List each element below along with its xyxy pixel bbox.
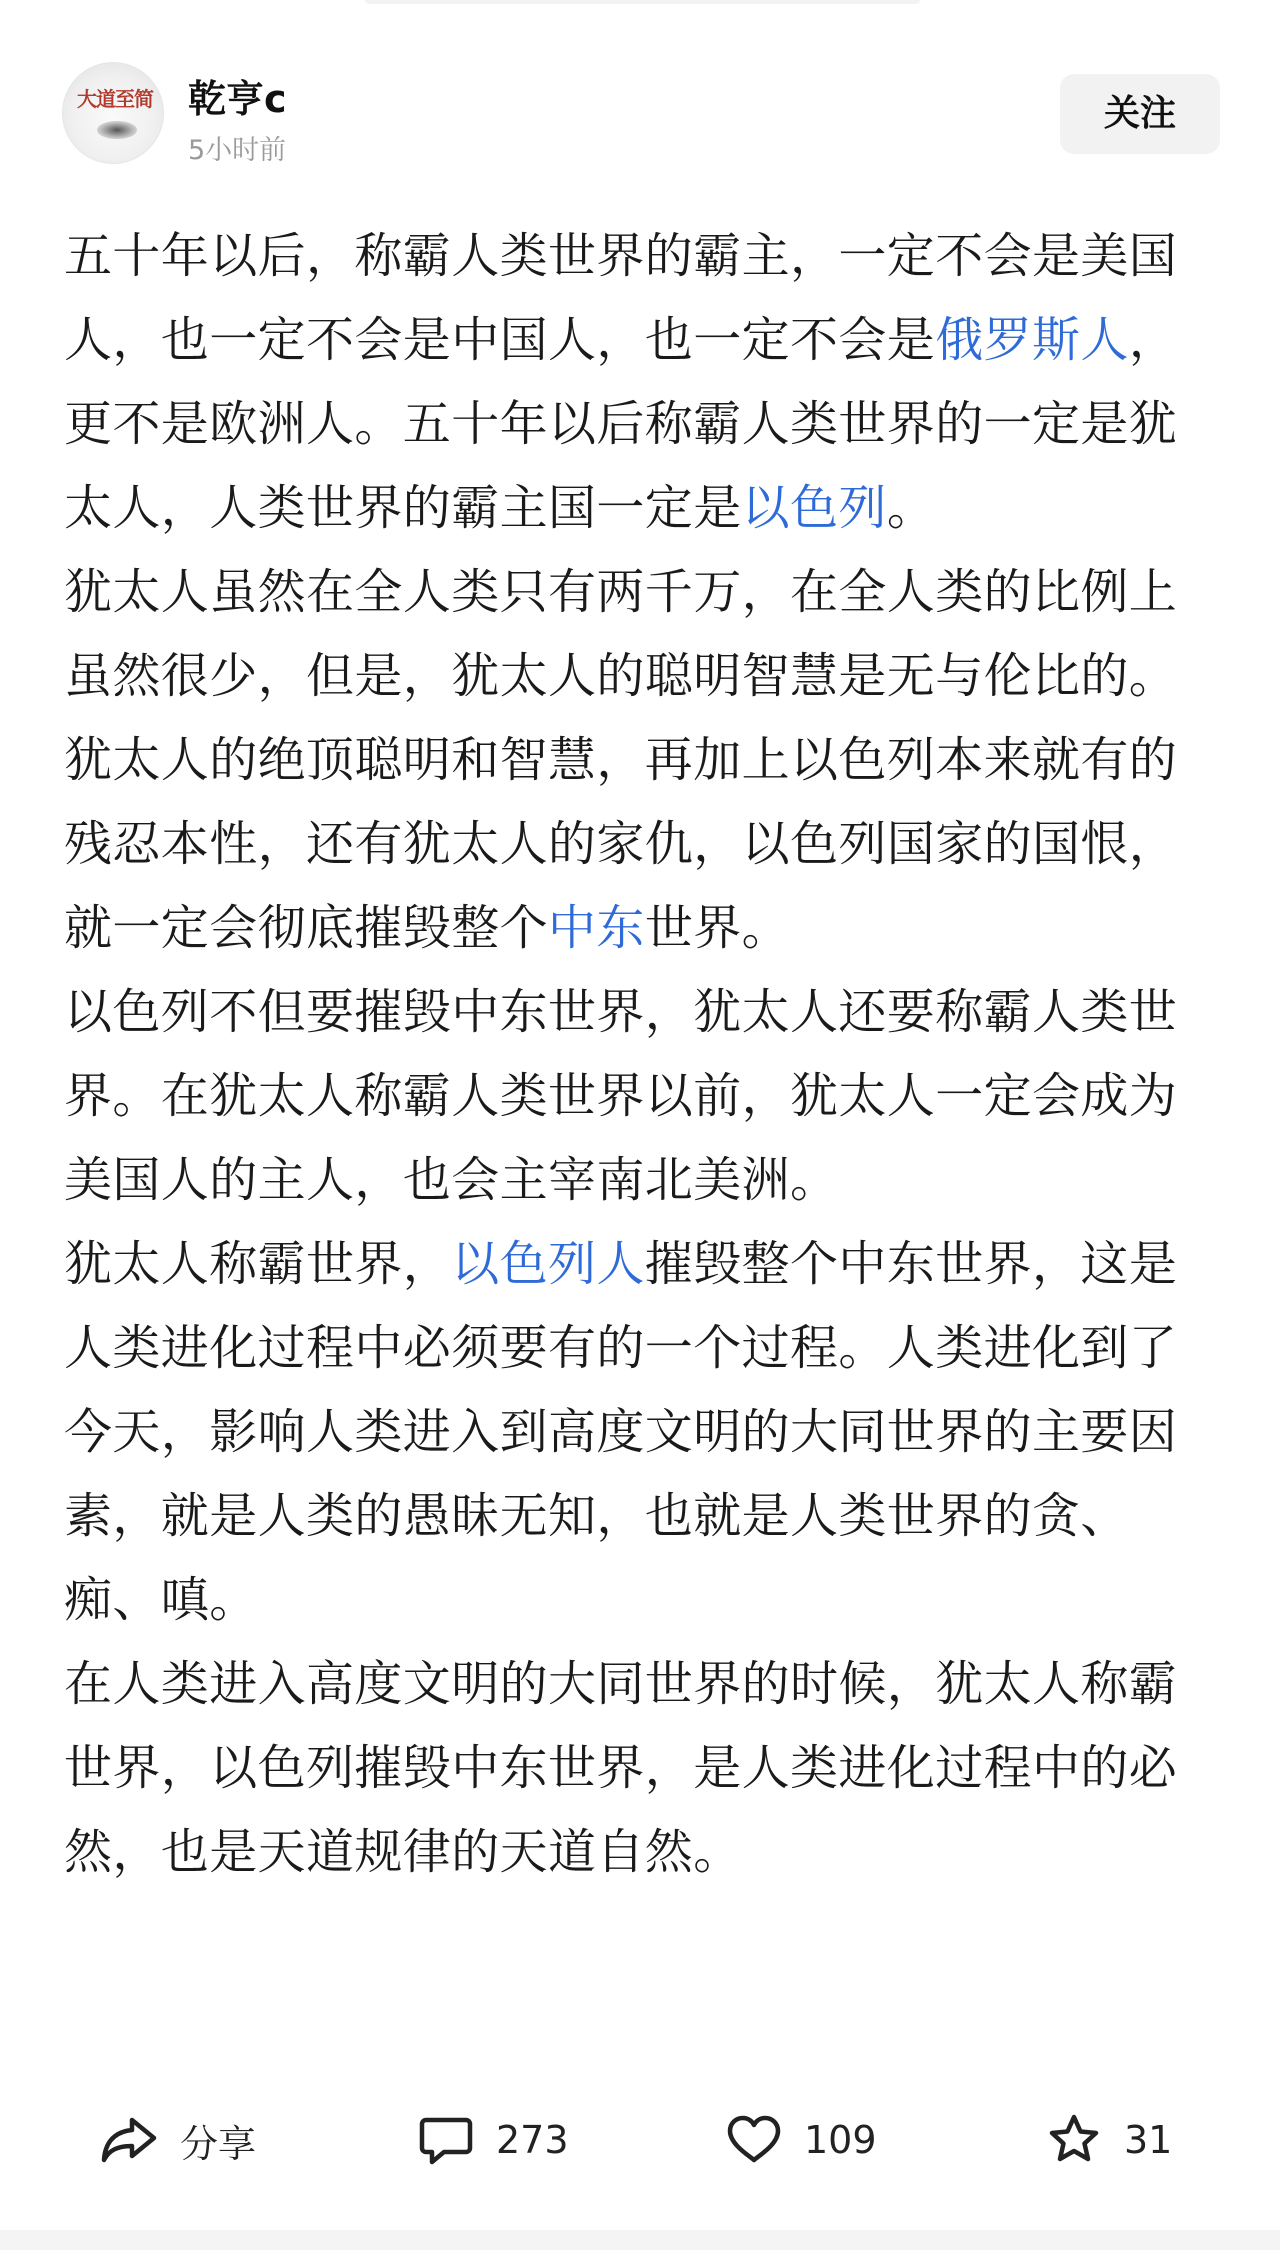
post-paragraph — [64, 214, 1188, 550]
post-text: 摧毁整个中东世界，这是人类进化过程中必须要有的一个过程。人类进化到了今天，影响人类进入到高度文明的大同世界的主要因素，就是人类的愚昧无知，也就是人类世界的贪、痴、嗔。 — [64, 1236, 1178, 1628]
post-text: 世界。 — [644, 900, 791, 956]
post-header — [62, 62, 1220, 172]
share-label: 分享 — [180, 2121, 257, 2166]
share-icon — [100, 2114, 158, 2166]
post-time: 5小时前 — [188, 135, 287, 166]
bottom-divider — [0, 2230, 1280, 2250]
like-button[interactable] — [726, 2112, 877, 2168]
post-text: 五十年以后，称霸人类世界的霸主，一定不会是美国人，也一定不会是中国人，也一定不会是 — [64, 228, 1178, 368]
post-paragraph — [64, 1222, 1188, 1642]
post-paragraph — [64, 1642, 1188, 1894]
post-paragraph — [64, 970, 1188, 1222]
topic-link[interactable]: 以色列 — [741, 480, 887, 536]
avatar[interactable] — [62, 62, 164, 164]
follow-button[interactable]: 关注 — [1060, 74, 1220, 154]
post-text: 犹太人虽然在全人类只有两千万，在全人类的比例上虽然很少，但是，犹太人的聪明智慧是无与伦比的。犹太人的绝顶聪明和智慧，再加上以色列本来就有的残忍本性，还有犹太人的家仇，以色列国家的国恨，就一定会彻底摧毁整个 — [64, 564, 1178, 956]
post-text: 。 — [886, 480, 936, 536]
post-text: 犹太人称霸世界， — [64, 1236, 452, 1292]
topic-link[interactable]: 以色列人 — [451, 1236, 645, 1292]
topic-link[interactable]: 俄罗斯人 — [935, 312, 1129, 368]
post-body — [64, 214, 1188, 1894]
top-drag-handle — [365, 0, 920, 4]
like-count: 109 — [804, 2118, 877, 2162]
topic-link[interactable]: 中东 — [548, 900, 645, 956]
comment-icon — [418, 2114, 474, 2166]
comment-button[interactable] — [418, 2112, 569, 2168]
star-icon — [1046, 2113, 1102, 2167]
author-name[interactable]: 乾亨c — [188, 77, 287, 121]
post-text: ，更不是欧洲人。五十年以后称霸人类世界的一定是犹太人，人类世界的霸主国一定是 — [64, 312, 1178, 536]
share-button[interactable] — [100, 2112, 256, 2168]
post-paragraph — [64, 550, 1188, 970]
favorite-count: 31 — [1124, 2118, 1173, 2162]
post-text: 以色列不但要摧毁中东世界，犹太人还要称霸人类世界。在犹太人称霸人类世界以前，犹太人一定会成为美国人的主人，也会主宰南北美洲。 — [64, 984, 1178, 1208]
favorite-button[interactable] — [1046, 2112, 1172, 2168]
post-text: 在人类进入高度文明的大同世界的时候，犹太人称霸世界，以色列摧毁中东世界，是人类进化过程中的必然，也是天道规律的天道自然。 — [64, 1656, 1178, 1880]
action-bar — [0, 2090, 1280, 2190]
avatar-mark: 大道至简 — [77, 87, 153, 111]
avatar-ink-decoration — [97, 121, 137, 139]
comment-count: 273 — [496, 2118, 569, 2162]
heart-icon — [726, 2114, 782, 2166]
